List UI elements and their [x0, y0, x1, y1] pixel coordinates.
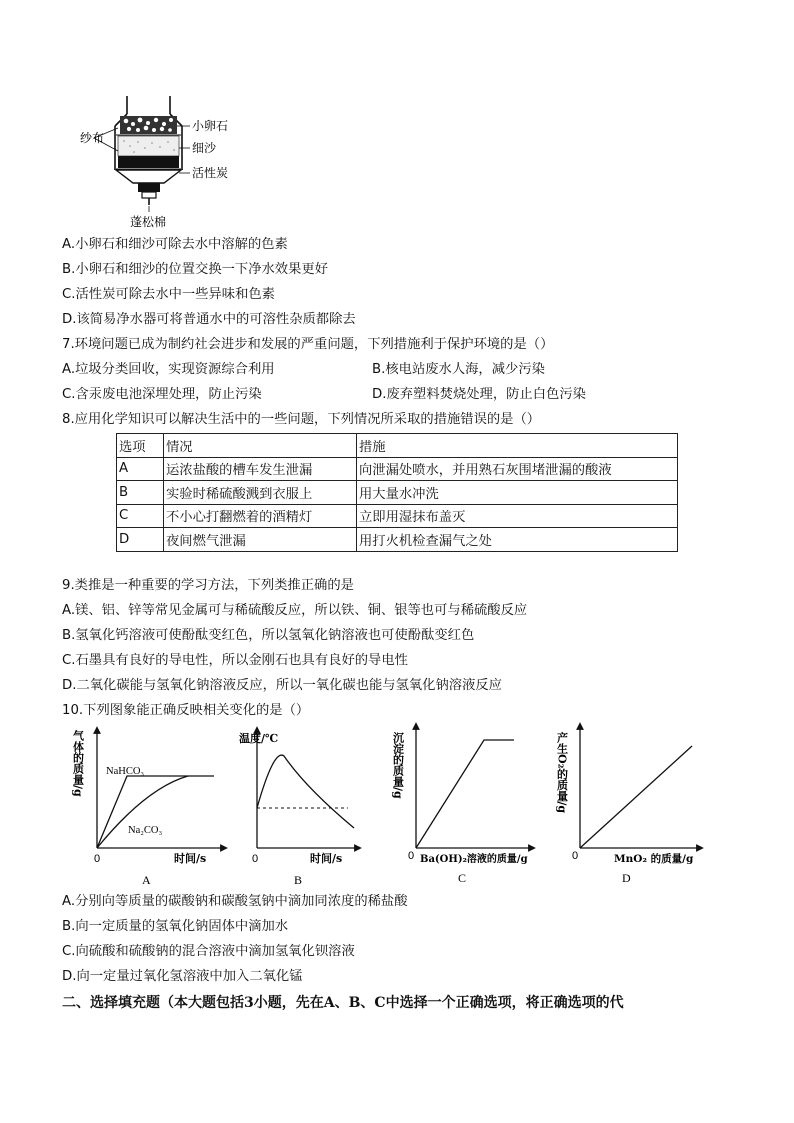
graph-b-caption: B	[294, 873, 303, 887]
graph-d-ylabel: 产生O₂的质量/g	[555, 732, 569, 814]
label-carbon: 活性炭	[192, 166, 229, 180]
q6-option-a: A.小卵石和细沙可除去水中溶解的色素	[62, 237, 288, 252]
q9-option-d: D.二氧化碳能与氢氧化钠溶液反应，所以一氧化碳也能与氢氧化钠溶液反应	[62, 678, 502, 693]
graph-d-xlabel: MnO₂ 的质量/g	[614, 853, 694, 865]
q9-option-c: C.石墨具有良好的导电性，所以金刚石也具有良好的导电性	[62, 653, 408, 668]
label-sand: 细沙	[192, 141, 217, 155]
label-gauze: 纱布	[80, 131, 105, 145]
graph-b-ylabel: 温度/℃	[239, 732, 279, 745]
q6-option-c: C.活性炭可除去水中一些异味和色素	[62, 287, 275, 302]
graph-a-xlabel: 时间/s	[174, 852, 207, 865]
q9-stem: 9.类推是一种重要的学习方法，下列类推正确的是	[62, 578, 354, 593]
water-filter-diagram	[78, 88, 258, 233]
table-header-row	[117, 434, 678, 458]
table-cell: 用大量水冲洗	[357, 481, 678, 505]
q9-option-a: A.镁、铝、锌等常见金属可与稀硫酸反应，所以铁、铜、银等也可与稀硫酸反应	[62, 603, 528, 618]
graph-c-xlabel: Ba(OH)₂溶液的质量/g	[420, 854, 528, 865]
q10-option-b: B.向一定质量的氢氧化钠固体中滴加水	[62, 919, 289, 934]
table-cell: 运浓盐酸的槽车发生泄漏	[164, 457, 357, 481]
q7-option-c: C.含汞废电池深埋处理，防止污染	[62, 387, 262, 402]
q7-option-b: B.核电站废水人海，减少污染	[372, 362, 545, 377]
table-cell: D	[117, 528, 164, 552]
table-cell: 向泄漏处喷水，并用熟石灰围堵泄漏的酸液	[357, 457, 678, 481]
graph-c-caption: C	[458, 871, 467, 885]
table-cell: 夜间燃气泄漏	[164, 528, 357, 552]
q6-option-b: B.小卵石和细沙的位置交换一下净水效果更好	[62, 262, 328, 277]
q9-option-b: B.氢氧化钙溶液可使酚酞变红色，所以氢氧化钠溶液也可使酚酞变红色	[62, 628, 475, 643]
table-header: 措施	[357, 434, 678, 458]
graph-c	[392, 722, 537, 887]
table-cell: 立即用湿抹布盖灭	[357, 504, 678, 528]
q7-stem: 7.环境问题已成为制约社会进步和发展的严重问题，下列措施利于保护环境的是（）	[62, 337, 554, 352]
q10-stem: 10.下列图象能正确反映相关变化的是（）	[62, 703, 310, 718]
table-cell: 实验时稀硫酸溅到衣服上	[164, 481, 357, 505]
label-pebbles: 小卵石	[192, 119, 229, 133]
graph-c-origin: 0	[408, 850, 415, 862]
table-row	[117, 528, 678, 552]
q6-option-d: D.该简易净水器可将普通水中的可溶性杂质都除去	[62, 312, 356, 327]
graph-b	[236, 722, 364, 887]
table-cell: 用打火机检查漏气之处	[357, 528, 678, 552]
table-header: 情况	[164, 434, 357, 458]
table-row	[117, 457, 678, 481]
q10-option-a: A.分别向等质量的碳酸钠和碳酸氢钠中滴加同浓度的稀盐酸	[62, 894, 408, 909]
graph-c-ylabel: 沉淀的质量/g	[391, 732, 405, 799]
graph-b-xlabel: 时间/s	[310, 852, 343, 865]
table-row	[117, 481, 678, 505]
section-2-heading: 二、选择填充题（本大题包括3小题，先在A、B、C中选择一个正确选项，将正确选项的代	[62, 995, 624, 1011]
table-cell: B	[117, 481, 164, 505]
graph-d-caption: D	[622, 871, 631, 885]
table-cell: A	[117, 457, 164, 481]
table-row	[117, 504, 678, 528]
q7-option-d: D.废弃塑料焚烧处理，防止白色污染	[372, 387, 586, 402]
graph-b-origin: 0	[252, 853, 259, 865]
graph-a-origin: 0	[94, 853, 101, 865]
q10-option-c: C.向硫酸和硫酸钠的混合溶液中滴加氢氧化钡溶液	[62, 944, 355, 959]
table-cell: C	[117, 504, 164, 528]
label-cotton: 蓬松棉	[130, 215, 167, 229]
q8-stem: 8.应用化学知识可以解决生活中的一些问题，下列情况所采取的措施错误的是（）	[62, 412, 541, 427]
graph-d	[556, 722, 706, 887]
graph-d-origin: 0	[572, 850, 579, 862]
graph-a-curve1: NaHCO₃	[106, 766, 145, 777]
graph-a	[71, 722, 231, 887]
q8-table	[116, 433, 678, 552]
table-cell: 不小心打翻燃着的酒精灯	[164, 504, 357, 528]
table-header: 选项	[117, 434, 164, 458]
q10-option-d: D.向一定量过氧化氢溶液中加入二氧化锰	[62, 969, 303, 984]
graph-a-caption: A	[142, 873, 151, 887]
graph-a-curve2: Na₂CO₃	[128, 825, 163, 836]
graph-a-ylabel: 气体的质量/g	[71, 730, 85, 797]
q7-option-a: A.垃圾分类回收，实现资源综合利用	[62, 362, 275, 377]
